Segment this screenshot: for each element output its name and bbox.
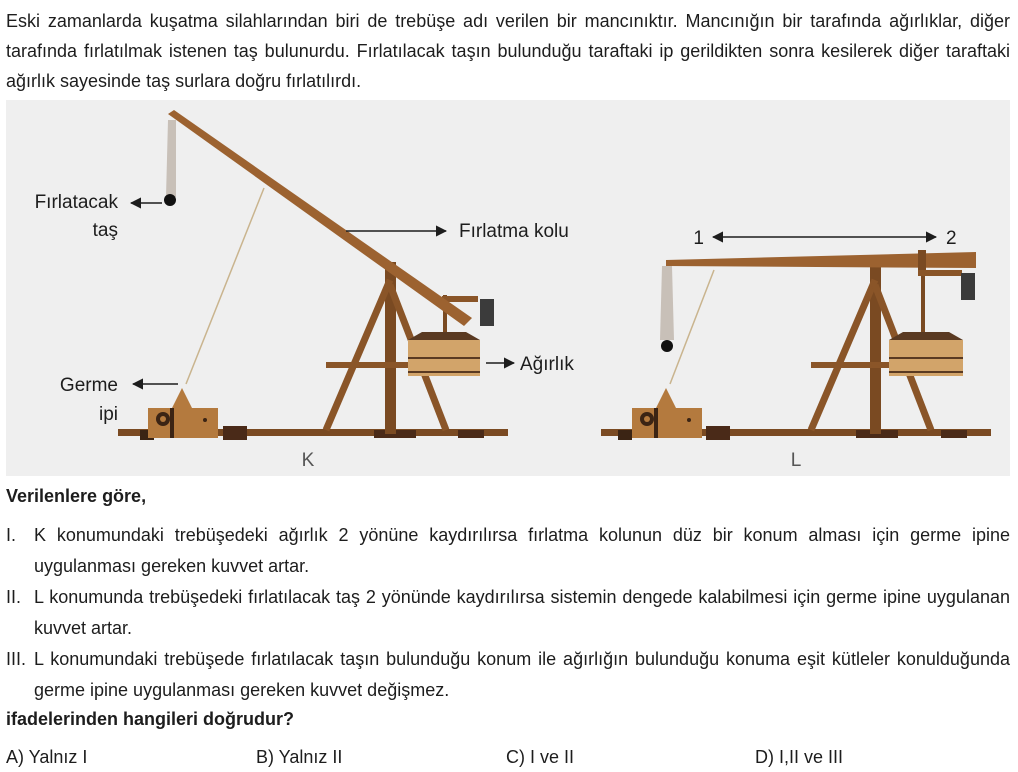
question-text: ifadelerinden hangileri doğrudur? xyxy=(6,709,295,729)
stone-l xyxy=(661,340,673,352)
sling xyxy=(660,266,674,340)
statement-number: III. xyxy=(6,649,27,669)
option-c[interactable]: C) I ve II xyxy=(506,747,575,767)
statement-text: K konumundaki trebüşedeki ağırlık 2 yönüne kaydırılırsa fırlatma kolunun düz bir konum alması için germe ipine uygulanması gereken kuvvet artar. xyxy=(34,525,1010,576)
statement-number: II. xyxy=(6,587,22,607)
option-a[interactable]: A) Yalnız I xyxy=(6,747,88,767)
throwing-arm xyxy=(168,110,472,326)
throwing-arm xyxy=(666,252,976,268)
label-rope-line1: Germe xyxy=(59,375,118,396)
statement-number: I. xyxy=(6,525,17,545)
trebuchet-figure xyxy=(6,100,1010,476)
trebuchet-k xyxy=(118,110,508,440)
statement-text: L konumunda trebüşedeki fırlatılacak taş 2 yönünde kaydırılırsa sistemin dengede kalabilmesi için germe ipine uygulanan kuvvet artar. xyxy=(34,587,1010,638)
statement-item xyxy=(6,520,1010,582)
rope-k xyxy=(186,188,264,384)
stone-k xyxy=(164,194,176,206)
caption-k: K xyxy=(301,450,315,471)
statement-text: L konumundaki trebüşede fırlatılacak taşın bulunduğu konum ile ağırlığın bulunduğu konuma eşit kütleler konulduğunda germe ipine uygulanması gereken kuvvet değişmez. xyxy=(34,649,1010,700)
label-stone-line1: Fırlatacak xyxy=(34,192,118,213)
option-d[interactable]: D) I,II ve III xyxy=(755,747,844,767)
answer-options xyxy=(6,744,1010,772)
label-direction-2: 2 xyxy=(946,228,957,249)
label-direction-1: 1 xyxy=(693,228,704,249)
statement-item xyxy=(6,644,1010,706)
label-weight: Ağırlık xyxy=(520,354,574,375)
trebuchet-illustration xyxy=(6,100,1010,476)
intro-text: Eski zamanlarda kuşatma silahlarından biri de trebüşe adı verilen bir mancınıktır. Mancınığın bir tarafında ağırlıklar, diğer tarafında fırlatılmak istenen taş bulunurdu. Fırlatılacak taşın bulunduğu taraftaki ip gerildikten sonra kesilerek diğer taraftaki ağırlık sayesinde taş surlara doğru fırlatılırdı. xyxy=(6,11,1010,91)
option-b[interactable]: B) Yalnız II xyxy=(256,747,343,767)
statement-list xyxy=(6,520,1010,706)
label-arm: Fırlatma kolu xyxy=(459,221,569,242)
statement-item xyxy=(6,582,1010,644)
sling xyxy=(166,120,176,197)
caption-l: L xyxy=(790,450,802,471)
label-stone-line2: taş xyxy=(92,220,118,241)
prompt-text: Verilenlere göre, xyxy=(6,486,147,506)
label-rope-line2: ipi xyxy=(98,404,118,425)
trebuchet-l xyxy=(601,250,991,440)
rope-l xyxy=(670,270,714,384)
